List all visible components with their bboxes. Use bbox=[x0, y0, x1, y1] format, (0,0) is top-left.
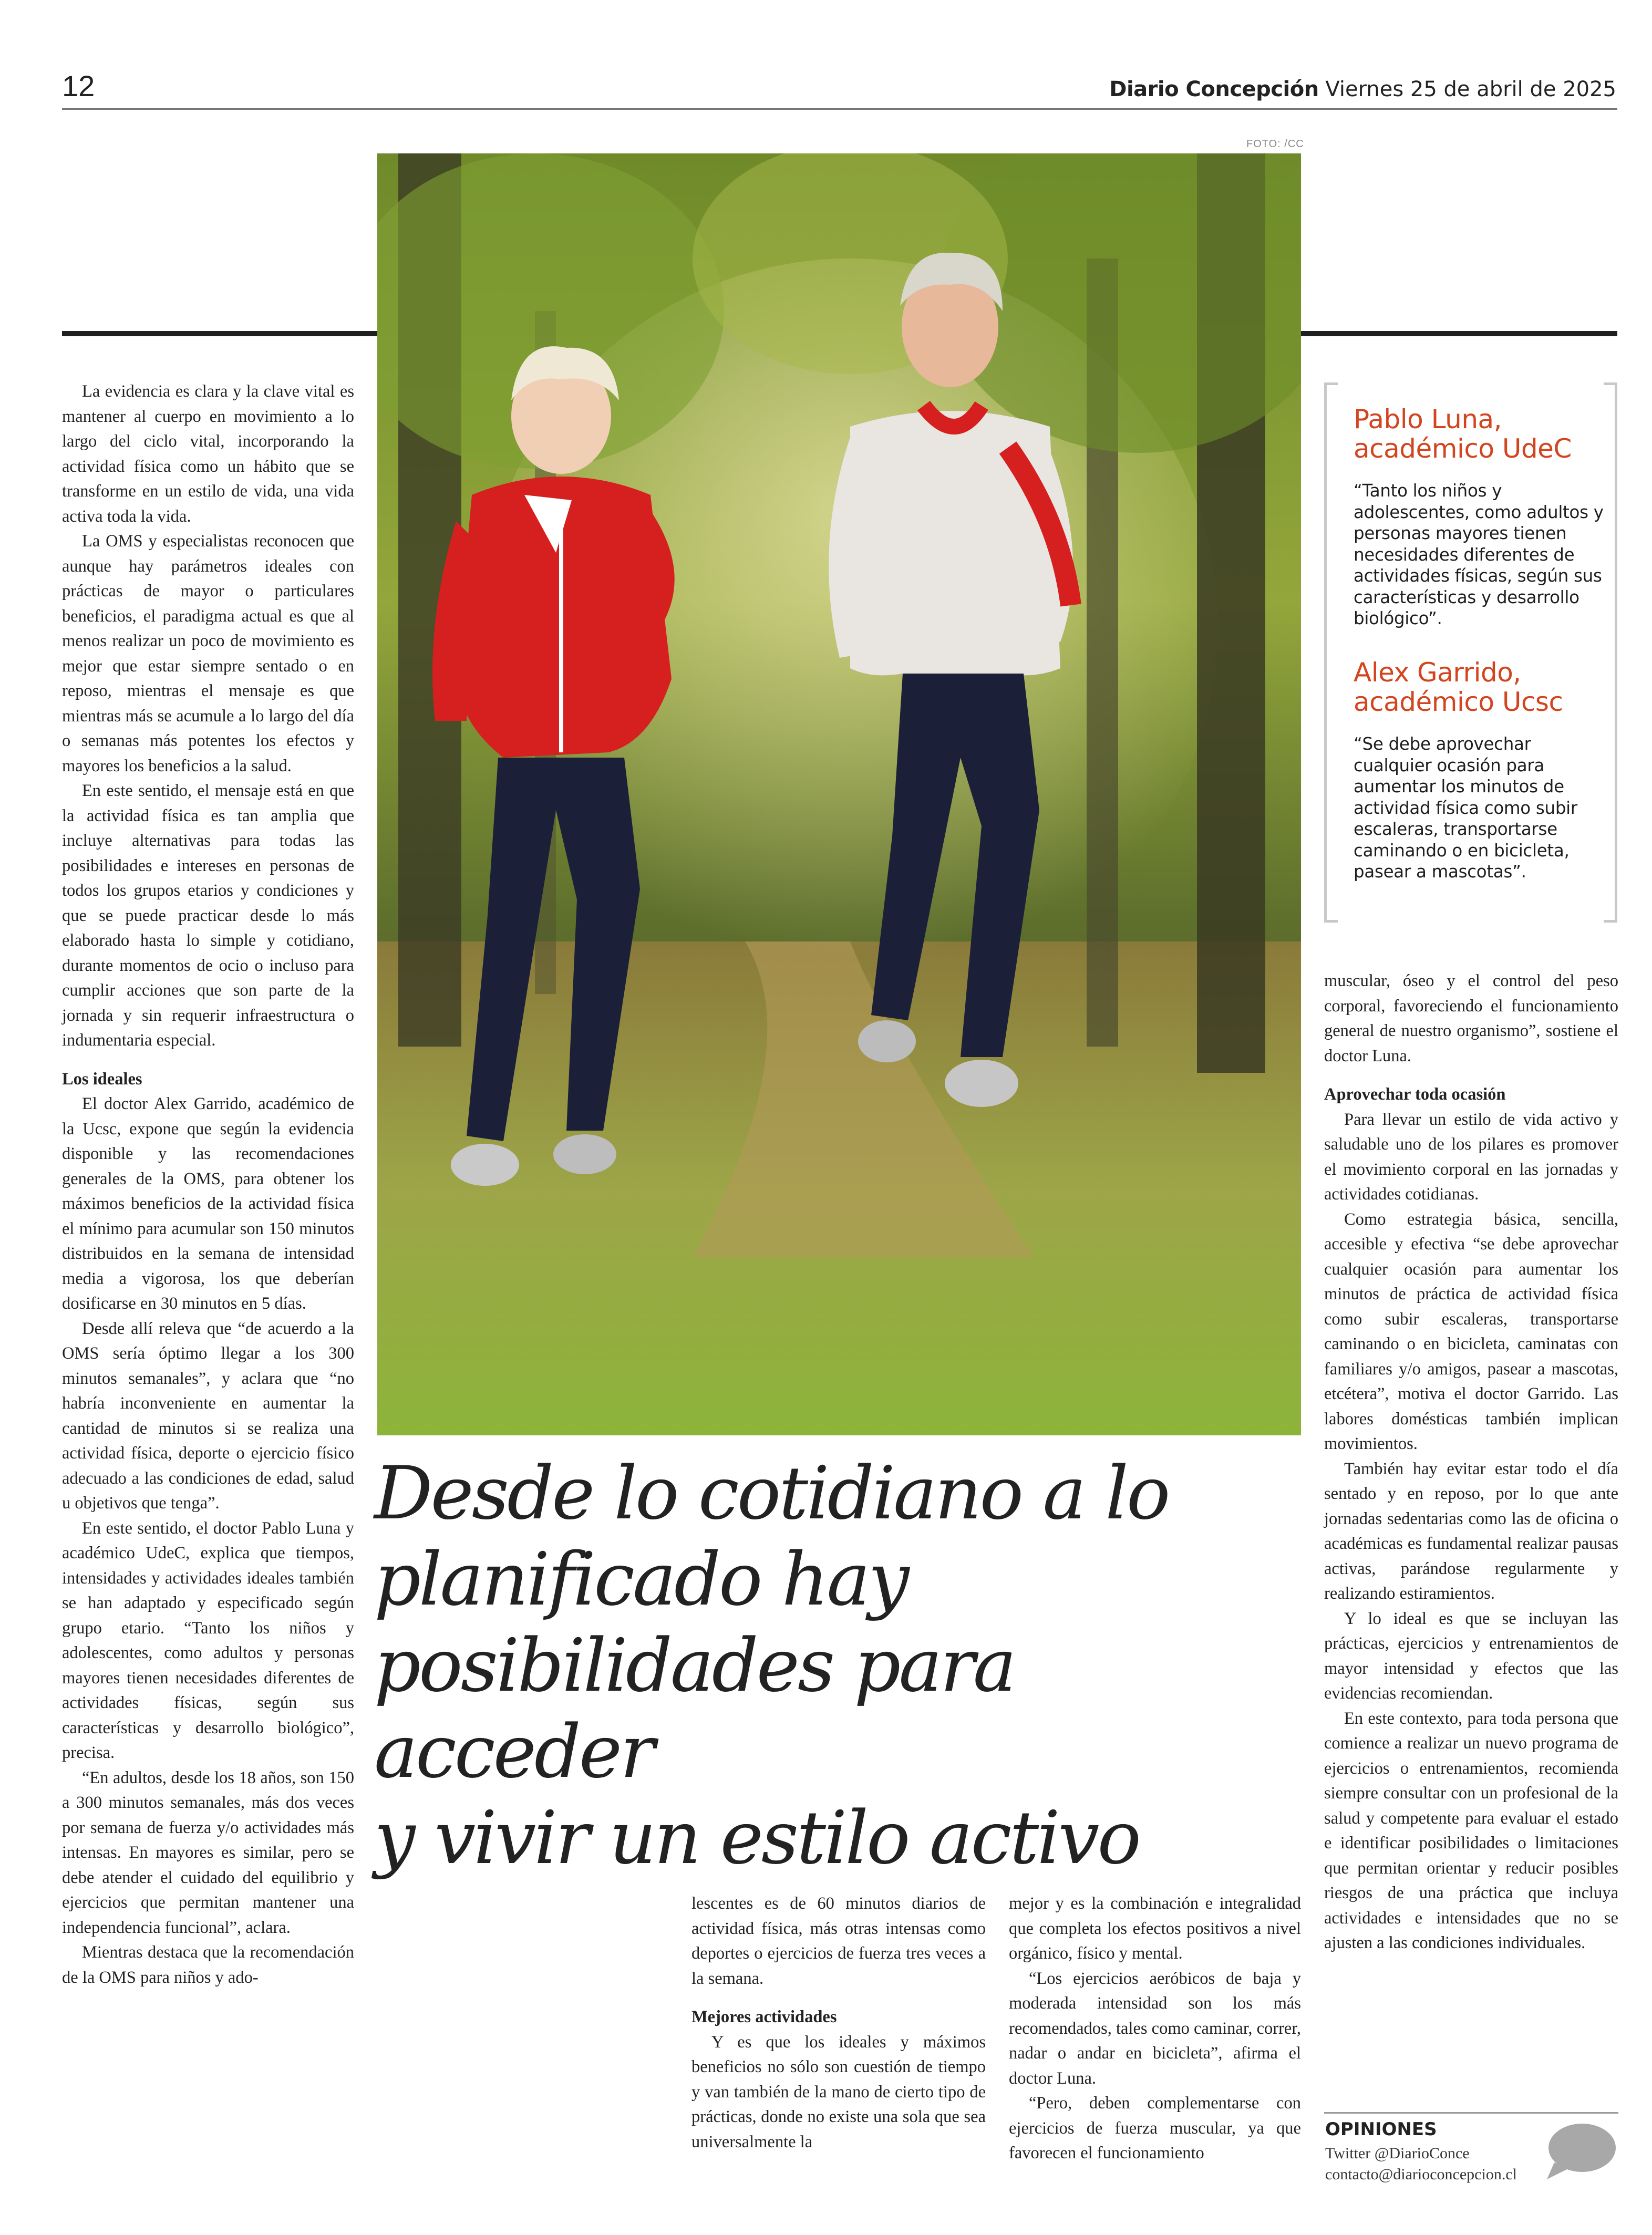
quote-author: Pablo Luna, académico UdeC bbox=[1354, 404, 1572, 464]
quote-text: “Tanto los niños y adolescentes, como adultos y personas mayores tienen necesidades diferentes de actividades físicas, según sus características y desarrollo biológico”. bbox=[1354, 481, 1604, 628]
article-column-3 bbox=[1009, 1891, 1301, 2166]
paragraph: Desde allí releva que “de acuerdo a la OMS sería óptimo llegar a los 300 minutos semanales”, y aclara que “no habría inconveniente en aumentar la cantidad de minutos si se realiza una actividad física, deporte o ejercicio físico adecuado a las condiciones de edad, salud u objetivos que tenga”. bbox=[62, 1319, 354, 1513]
quote-box bbox=[1324, 382, 1617, 923]
paragraph: Mientras destaca que la recomendación de la OMS para niños y ado- bbox=[62, 1943, 354, 1987]
opinions-rule bbox=[1324, 2112, 1618, 2114]
photo-credit: FOTO: /CC bbox=[1246, 138, 1304, 150]
quote-text: “Se debe aprovechar cualquier ocasión para aumentar los minutos de actividad física como subir escaleras, transportarse caminando o en bicicleta, pasear a mascotas”. bbox=[1354, 734, 1577, 882]
article-column-1 bbox=[62, 379, 354, 1990]
masthead bbox=[1109, 79, 1616, 100]
speech-bubble-icon bbox=[1543, 2120, 1617, 2182]
article-column-2 bbox=[691, 1891, 986, 2155]
paragraph: En este contexto, para toda persona que comience a realizar un nuevo programa de ejercicios o entrenamientos, recomienda siempre consultar con un profesional de la salud y competente para evaluar el estado e identificar posibilidades o limitaciones que permitan orientar y reducir posibles riesgos de una práctica que incluya actividades e intensidades que no se ajusten a las condiciones individuales. bbox=[1324, 1709, 1618, 1952]
page-number: 12 bbox=[62, 69, 95, 102]
paragraph: lescentes es de 60 minutos diarios de actividad física, más otras intensas como deportes o ejercicios de fuerza tres veces a la semana. bbox=[691, 1894, 986, 1988]
paragraph: Para llevar un estilo de vida activo y saludable uno de los pilares es promover el movimiento corporal en las jornadas y actividades cotidianas. bbox=[1324, 1110, 1618, 1204]
paragraph: “Pero, deben complementarse con ejercicios de fuerza muscular, ya que favorecen el funcionamiento bbox=[1009, 2094, 1301, 2162]
section-rule-left bbox=[62, 331, 377, 336]
opinions-twitter[interactable]: Twitter @DiarioConce bbox=[1325, 2145, 1470, 2162]
bracket-left bbox=[1324, 382, 1338, 923]
paragraph: La OMS y especialistas reconocen que aunque hay parámetros ideales con prácticas de mayor o particulares beneficios, el paradigma actual es que al menos realizar un poco de movimiento es mejor que estar siempre sentado o en reposo, mientras el mensaje es que mientras más se acumule a lo largo del día o semanas más potentes los efectos y mayores los beneficios a la salud. bbox=[62, 532, 354, 775]
headline-line: planificado hay bbox=[374, 1537, 907, 1622]
subheading: Aprovechar toda ocasión bbox=[1324, 1085, 1506, 1104]
paragraph: Como estrategia básica, sencilla, accesible y efectiva “se debe aprovechar cualquier ocasión para aumentar los minutos de práctica de actividad física como subir escaleras, transportarse caminando o en bicicleta, caminatas con familiares y/o amigos, pasear a mascotas, etcétera”, motiva el doctor Garrido. Las labores domésticas también implican movimientos. bbox=[1324, 1209, 1618, 1453]
paragraph: “En adultos, desde los 18 años, son 150 a 300 minutos semanales, más dos veces por semana de fuerza y/o actividades más intensas. En mayores es similar, pero se debe atender el cuidado del equilibrio y ejercicios que permitan mantener una independencia funcional”, aclara. bbox=[62, 1768, 354, 1937]
paragraph: También hay evitar estar todo el día sentado y en reposo, por lo que ante jornadas sedentarias como las de oficina o académicas es fundamental realizar pausas activas, parándose regularmente y realizando estiramientos. bbox=[1324, 1459, 1618, 1603]
newspaper-name: Diario Concepción bbox=[1109, 77, 1319, 101]
paragraph: En este sentido, el doctor Pablo Luna y académico UdeC, explica que tiempos, intensidades y actividades ideales también se han adaptado y especificado según grupo etario. “Tanto los niños y adolescentes, como adultos y personas mayores tienen necesidades diferentes de actividades físicas, según sus características y desarrollo biológico”, precisa. bbox=[62, 1518, 354, 1762]
paragraph: La evidencia es clara y la clave vital es mantener al cuerpo en movimiento a lo largo del ciclo vital, incorporando la actividad física como un hábito que se transforme en un estilo de vida, una vida activa toda la vida. bbox=[62, 382, 354, 526]
article-column-4 bbox=[1324, 969, 1618, 1956]
header-rule bbox=[62, 108, 1617, 110]
headline-line: y vivir un estilo activo bbox=[374, 1795, 1140, 1880]
headline-line: Desde lo cotidiano a lo bbox=[374, 1451, 1169, 1536]
paragraph: “Los ejercicios aeróbicos de baja y moderada intensidad son los más recomendados, tales como caminar, correr, nadar o andar en bicicleta”, afirma el doctor Luna. bbox=[1009, 1969, 1301, 2088]
paragraph: Y es que los ideales y máximos beneficios no sólo son cuestión de tiempo y van también de la mano de cierto tipo de prácticas, donde no existe una sola que sea universalmente la bbox=[691, 2032, 986, 2151]
opinions-title: OPINIONES bbox=[1325, 2119, 1437, 2140]
paragraph: El doctor Alex Garrido, académico de la Ucsc, expone que según la evidencia disponible y las recomendaciones generales de la OMS, para obtener los máximos beneficios de la actividad física el mínimo para acumular son 150 minutos distribuidos en la semana de intensidad media a vigorosa, los que deberían dosificarse en 30 minutos en 5 días. bbox=[62, 1094, 354, 1313]
headline-line: posibilidades para acceder bbox=[374, 1623, 1015, 1794]
paragraph: Y lo ideal es que se incluyan las prácticas, ejercicios y entrenamientos de mayor intensidad y efectos que las evidencias recomiendan. bbox=[1324, 1609, 1618, 1703]
paragraph: muscular, óseo y el control del peso corporal, favoreciendo el funcionamiento general de nuestro organismo”, sostiene el doctor Luna. bbox=[1324, 971, 1618, 1065]
quote-author: Alex Garrido, académico Ucsc bbox=[1354, 657, 1563, 717]
headline bbox=[374, 1450, 1309, 1881]
paragraph: En este sentido, el mensaje está en que la actividad física es tan amplia que incluye alternativas para todas las posibilidades e intereses en personas de todos los grupos etarios y condiciones y que se puede practicar desde lo más elaborado hasta lo simple y cotidiano, durante momentos de ocio o incluso para cumplir acciones que son parte de la jornada y sin requerir infraestructura o indumentaria especial. bbox=[62, 781, 354, 1050]
subheading: Los ideales bbox=[62, 1069, 142, 1089]
opinions-email[interactable]: contacto@diarioconcepcion.cl bbox=[1325, 2166, 1517, 2183]
paragraph: mejor y es la combinación e integralidad que completa los efectos positivos a nivel orgánico, físico y mental. bbox=[1009, 1894, 1301, 1963]
hero-photo bbox=[377, 153, 1301, 1435]
subheading: Mejores actividades bbox=[691, 2008, 837, 2026]
section-rule-right bbox=[1301, 331, 1617, 336]
issue-date: Viernes 25 de abril de 2025 bbox=[1325, 77, 1616, 101]
